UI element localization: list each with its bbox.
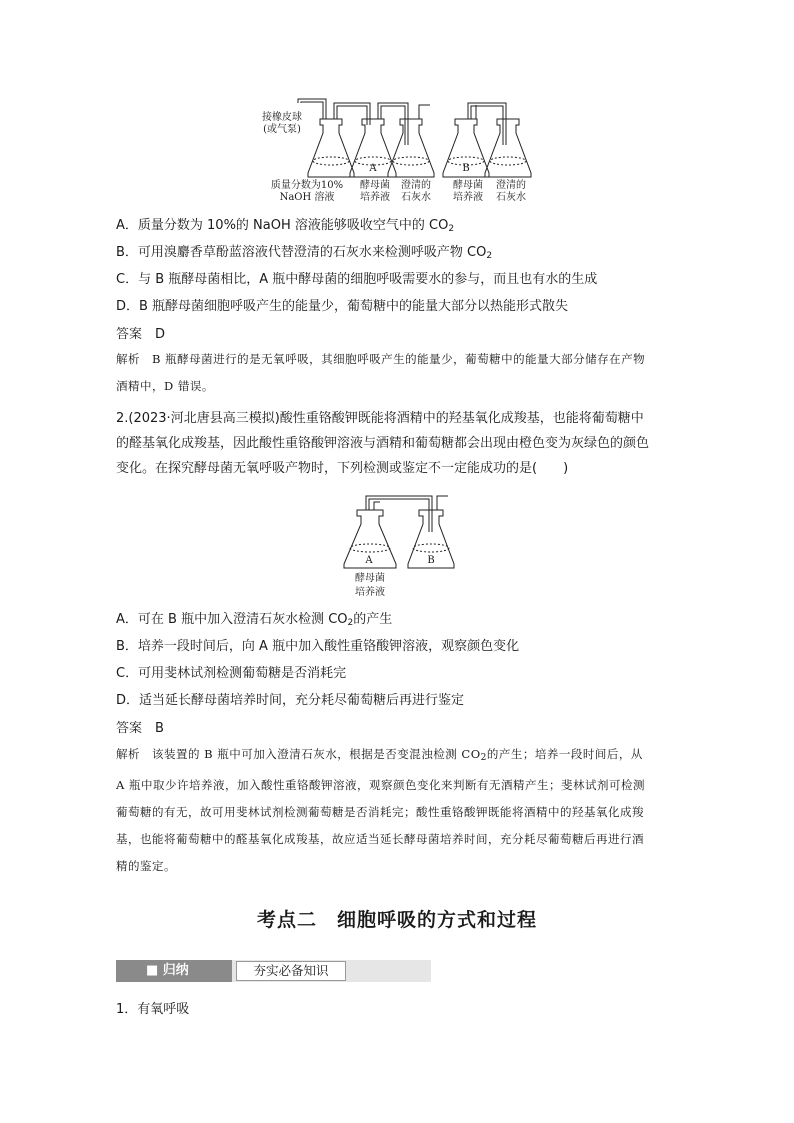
q2-stem: 2.(2023·河北唐县高三模拟)酸性重铬酸钾既能将酒精中的羟基氧化成羧基，也能将葡萄糖中的醛基氧化成羧基，因此酸性重铬酸钾溶液与酒精和葡萄糖都会出现由橙色变为灰绿色的颜色变化。在探究酵母菌无氧呼吸产物时，下列检测或鉴定不一定能成功的是( ) — [116, 411, 650, 476]
q1-option-c: C．与 B 瓶酵母菌相比，A 瓶中酵母菌的细胞呼吸需要水的参与，而且也有水的生成 — [116, 272, 598, 287]
flask-b-label: B — [462, 163, 470, 174]
fig2-flask-b-label: B — [427, 555, 435, 566]
q1-explanation: 解析 B 瓶酵母菌进行的是无氧呼吸，其细胞呼吸产生的能量少，葡萄糖中的能量大部分储存在产物酒精中，D 错误。 — [116, 352, 646, 393]
caption-yeast-b: 酵母菌 培养液 — [453, 180, 483, 203]
q1-answer: 答案 D — [116, 327, 166, 342]
section-band-tag: ■ 归纳 — [116, 960, 232, 982]
q2-option-a: A．可在 B 瓶中加入澄清石灰水检测 $CO_2$的产生 — [116, 612, 393, 628]
fig2-caption: 酵母菌 培养液 — [355, 573, 385, 598]
pump-label: 接橡皮球 (或气泵) — [262, 112, 302, 135]
apparatus-2-drawing — [340, 492, 460, 572]
flask-a-label: A — [369, 163, 377, 174]
q2-option-d: D．适当延长酵母菌培养时间，充分耗尽葡萄糖后再进行鉴定 — [116, 693, 465, 708]
q2-answer: 答案 B — [116, 721, 164, 736]
fig2-flask-a-label: A — [365, 555, 373, 566]
caption-limewater-1: 澄清的 石灰水 — [401, 180, 431, 203]
q1-option-d: D．B 瓶酵母菌细胞呼吸产生的能量少，葡萄糖中的能量大部分以热能形式散失 — [116, 299, 569, 314]
q1-option-b: B．可用溴麝香草酚蓝溶液代替澄清的石灰水来检测呼吸产物 $CO_2$ — [116, 245, 493, 261]
item-1-heading: 1．有氧呼吸 — [116, 1002, 190, 1017]
section-title: 考点二 细胞呼吸的方式和过程 — [256, 909, 537, 931]
figure-apparatus-2 — [340, 492, 460, 572]
section-band-box: 夯实必备知识 — [236, 961, 346, 981]
caption-limewater-2: 澄清的 石灰水 — [496, 180, 526, 203]
caption-yeast-a: 酵母菌 培养液 — [360, 180, 390, 203]
q1-option-a: A．质量分数为 10%的 NaOH 溶液能够吸收空气中的 $CO_2$ — [116, 218, 455, 234]
caption-naoh: 质量分数为10% NaOH 溶液 — [270, 180, 344, 203]
q2-option-b: B．培养一段时间后，向 A 瓶中加入酸性重铬酸钾溶液，观察颜色变化 — [116, 639, 520, 654]
q2-option-c: C．可用斐林试剂检测葡萄糖是否消耗完 — [116, 666, 347, 681]
q2-explanation: 解析 该装置的 B 瓶中可加入澄清石灰水，根据是否变混浊检测 $CO_2$的产生；培养一段时间后，从 A 瓶中取少许培养液，加入酸性重铬酸钾溶液，观察颜色变化来判断有无酒精产生；斐林试剂可检测葡萄糖的有无，故可用斐林试剂检测葡萄糖是否消耗完；酸性重铬酸钾既能将酒精中的羟基氧化成羧基，也能将葡萄糖中的醛基氧化成羧基，故应适当延长酵母菌培养时间，充分耗尽葡萄糖后再进行酒精的鉴定。 — [116, 747, 645, 873]
